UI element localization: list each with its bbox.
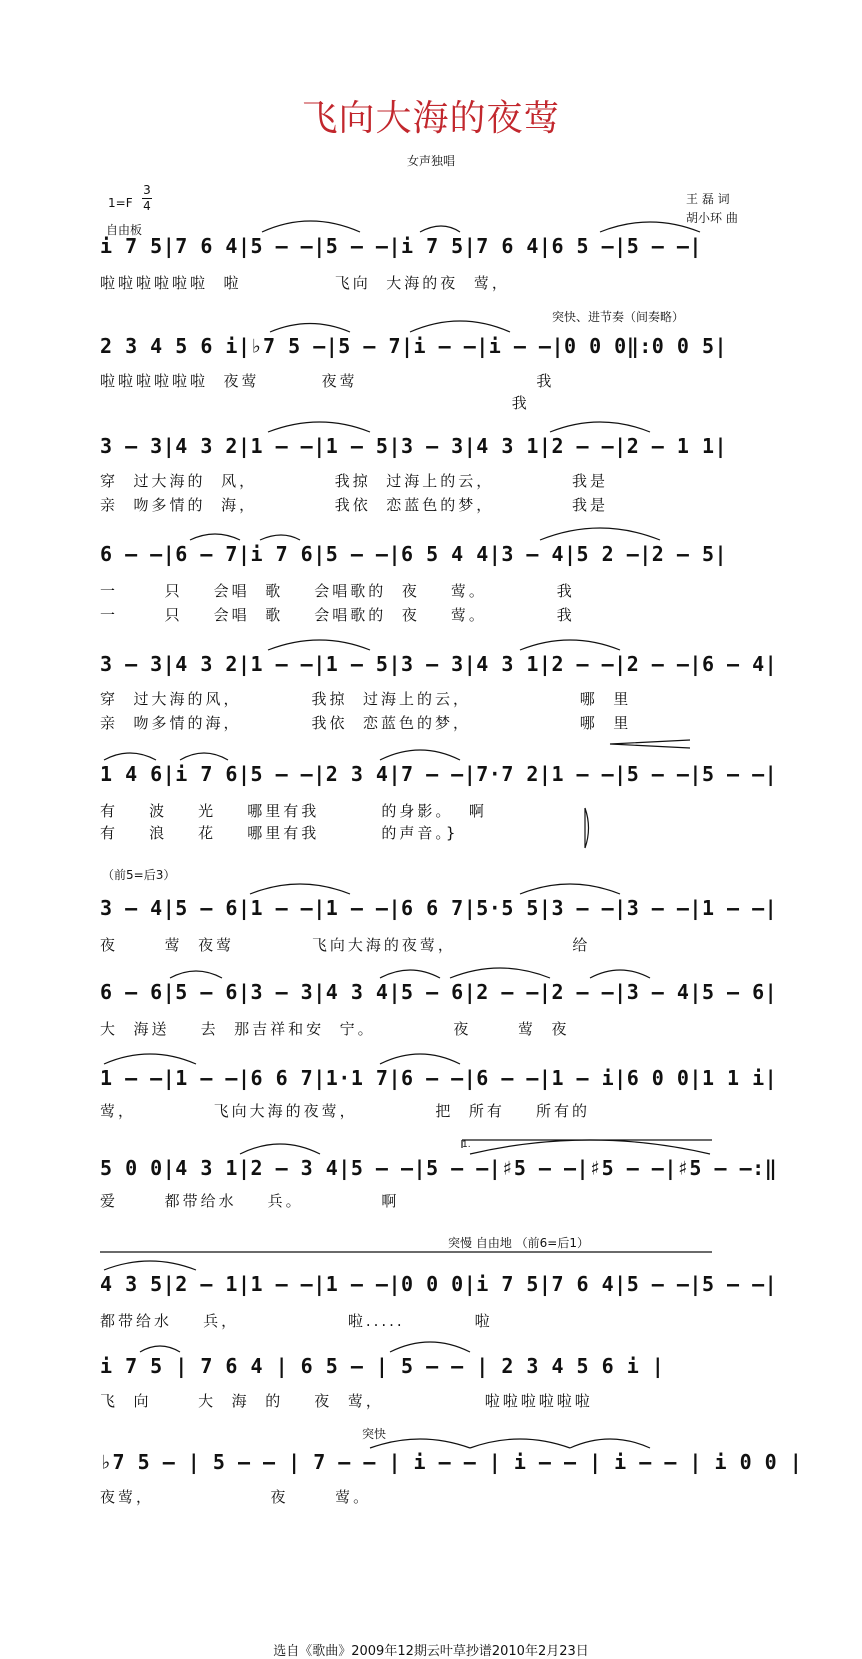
volta-first-ending: 1. [462,1140,471,1150]
slur [260,535,300,540]
lyric-line-6-2: 有 浪 花 哪里有我 的声音。} [100,824,459,842]
reprise-note-marking: （前5=后3） [102,868,176,882]
slur [540,528,660,540]
slur [450,968,550,978]
lyric-line-6-1: 有 波 光 哪里有我 的身影。 啊 [100,802,487,820]
slur [520,640,620,650]
lyric-line-9-1: 莺， 飞向大海的夜莺， 把 所有 所有的 [100,1102,590,1120]
slur [390,1342,470,1352]
slur [170,971,222,978]
decrescendo-hairpin [610,740,690,748]
performance-type: 女声独唱 [406,154,455,168]
slur [370,1439,470,1448]
lyric-brace [585,808,589,848]
slur [250,884,350,894]
slur [520,884,620,894]
lyric-line-12-1: 飞 向 大 海 的 夜 莺， 啦啦啦啦啦啦 [100,1392,593,1410]
score-system-5: 3 – 3|4 3 2|1 – –|1 – 5|3 – 3|4 3 1|2 – –|2 – –|6 – 4| [100,652,778,676]
accel-marking: 突快 [362,1427,387,1441]
slur [470,1140,710,1154]
slur [380,750,460,760]
lyric-line-2-2: 我 [100,394,530,412]
slur [104,1261,196,1270]
score-system-7: 3 – 4|5 – 6|1 – –|1 – –|6 6 7|5·5 5|3 – –|3 – –|1 – –| [100,896,778,920]
lyric-line-7-1: 夜 莺 夜莺 飞向大海的夜莺， 给 [100,936,591,954]
slur [420,226,460,232]
slur [268,640,370,650]
score-system-2: 2 3 4 5 6 i|♭7 5 –|5 – 7|i – –|i – –|0 0 0‖:0 0 5| [100,334,728,358]
score-system-10: 5 0 0|4 3 1|2 – 3 4|5 – –|5 – –|♯5 – –|♯5 – –|♯5 – –:‖ [100,1156,778,1180]
lyric-line-3-2: 亲 吻多情的 海， 我依 恋蓝色的梦， 我是 [100,496,608,514]
lyric-line-4-1: 一 只 会唱 歌 会唱歌的 夜 莺。 我 [100,582,575,600]
slur [600,222,700,232]
time-signature-bottom: 4 [143,199,151,213]
slur [104,1054,196,1064]
score-system-12: i 7 5 | 7 6 4 | 6 5 – | 5 – – | 2 3 4 5 6 i | [100,1354,665,1378]
slur [590,970,650,978]
slur [262,221,360,232]
rit-free-marking: 突慢 自由地 （前6=后1） [448,1236,589,1250]
tempo-marking: 自由板 [106,223,143,237]
lyric-line-11-1: 都带给水 兵， 啦..... 啦 [100,1312,493,1330]
score-system-1: i 7 5|7 6 4|5 – –|5 – –|i 7 5|7 6 4|6 5 –|5 – –| [100,234,702,258]
lyric-line-13-1: 夜莺， 夜 莺。 [100,1488,372,1506]
score-system-3: 3 – 3|4 3 2|1 – –|1 – 5|3 – 3|4 3 1|2 – –|2 – 1 1| [100,434,728,458]
score-system-4: 6 – –|6 – 7|i 7 6|5 – –|6 5 4 4|3 – 4|5 2 –|2 – 5| [100,542,728,566]
score-system-13: ♭7 5 – | 5 – – | 7 – – | i – – | i – – | i – – | i 0 0 | [100,1450,803,1474]
lyric-line-3-1: 穿 过大海的 风， 我掠 过海上的云， 我是 [100,472,608,490]
score-system-6: 1 4 6|i 7 6|5 – –|2 3 4|7 – –|7·7 2|1 – –|5 – –|5 – –| [100,762,778,786]
lyric-line-4-2: 一 只 会唱 歌 会唱歌的 夜 莺。 我 [100,606,575,624]
composer: 胡小环 曲 [686,211,738,225]
accel-interlude-marking: 突快、进节奏（间奏略） [552,310,685,324]
slur [180,753,228,760]
slur [470,1439,570,1448]
lyric-line-2-1: 啦啦啦啦啦啦 夜莺 夜莺 我 [100,372,555,390]
lyric-line-10-1: 爱 都带给水 兵。 啊 [100,1192,400,1210]
slur [410,321,510,332]
slur [380,970,440,978]
lyric-line-8-1: 大 海送 去 那吉祥和安 宁。 夜 莺 夜 [100,1020,570,1038]
lyric-line-1-1: 啦啦啦啦啦啦 啦 飞向 大海的夜 莺， [100,274,510,292]
lyric-line-5-2: 亲 吻多情的海， 我依 恋蓝色的梦， 哪 里 [100,714,632,732]
lyric-line-5-1: 穿 过大海的风， 我掠 过海上的云， 哪 里 [100,690,632,708]
score-system-11: 4 3 5|2 – 1|1 – –|1 – –|0 0 0|i 7 5|7 6 4|5 – –|5 – –| [100,1272,778,1296]
slur [268,422,370,432]
score-system-9: 1 – –|1 – –|6 6 7|1·1 7|6 – –|6 – –|1 – i|6 0 0|1 1 i| [100,1066,778,1090]
lyricist: 王 磊 词 [686,192,730,206]
time-signature-top: 3 [143,183,151,197]
slur [140,1346,180,1352]
key-signature: 1=F [108,196,133,210]
slur [104,753,156,760]
slur [570,1439,650,1448]
song-title: 飞向大海的夜莺 [301,98,561,139]
slur [270,324,350,333]
slur [190,534,240,540]
score-system-8: 6 – 6|5 – 6|3 – 3|4 3 4|5 – 6|2 – –|2 – –|3 – 4|5 – 6| [100,980,778,1004]
slur [550,422,650,432]
source-footer: 选自《歌曲》2009年12期云叶草抄谱2010年2月23日 [273,1644,589,1659]
slur [240,1144,320,1154]
slur [380,1054,460,1064]
